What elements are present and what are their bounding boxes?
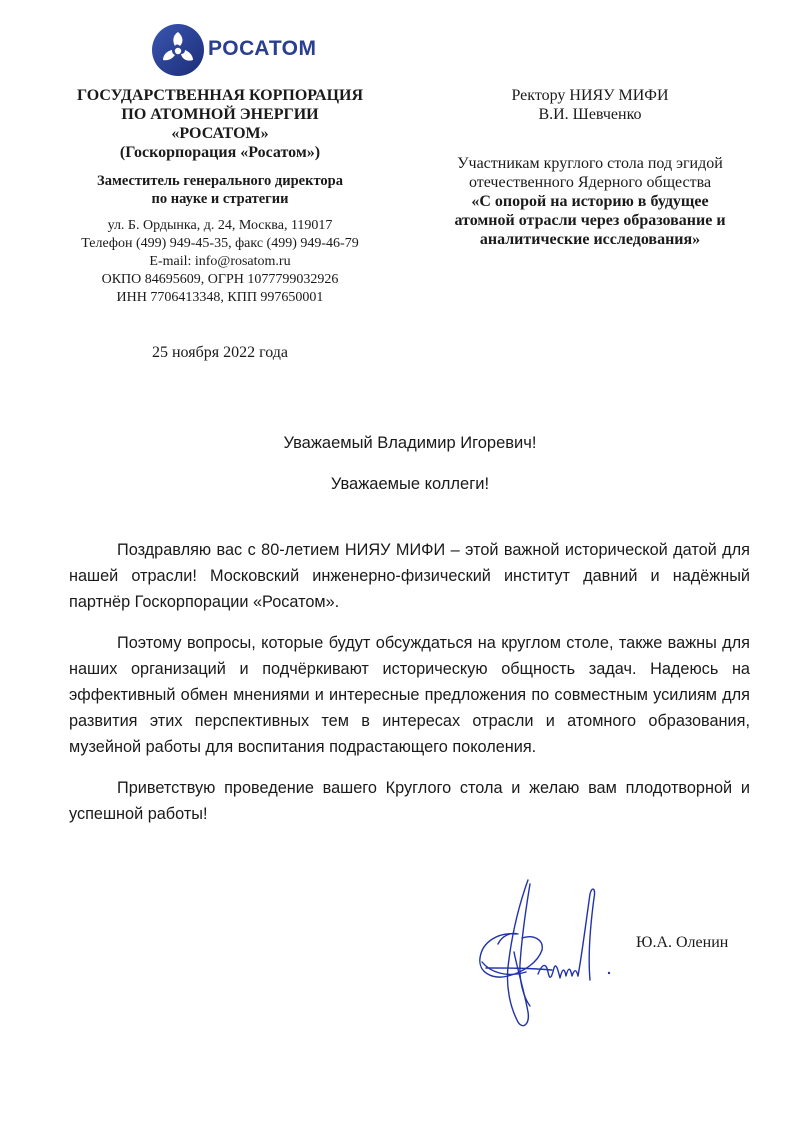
- event-title-line: «С опорой на историю в будущее: [471, 193, 709, 210]
- recipient-block: [400, 86, 780, 249]
- position-line: Заместитель генерального директора: [97, 173, 343, 189]
- sender-organization: [40, 86, 400, 162]
- signer-name: Ю.А. Оленин: [636, 934, 729, 951]
- logo-wordmark: РОСАТОМ: [208, 37, 317, 60]
- handwritten-signature: [468, 872, 618, 1032]
- body-paragraph: Поэтому вопросы, которые будут обсуждаться на круглом столе, также важны для наших организаций и подчёркивают историческую общность задач. Надеюсь на эффективный обмен мнениями и интересные предложения по совместным усилиям для развития этих перспективных тем в интересах отрасли и атомного образования, музейной работы для воспитания подрастающего поколения.: [69, 634, 750, 756]
- sender-contacts: [40, 217, 400, 307]
- sender-position: [40, 172, 400, 208]
- body-paragraph: Поздравляю вас с 80-летием НИЯУ МИФИ – этой важной исторической датой для нашей отрасли! Московский инженерно-физический институт давний и надёжный партнёр Госкорпорации «Росатом».: [69, 541, 750, 611]
- org-line: ГОСУДАРСТВЕННАЯ КОРПОРАЦИЯ: [76, 87, 364, 104]
- greeting-colleagues: Уважаемые коллеги!: [330, 475, 490, 493]
- org-line: «РОСАТОМ»: [171, 125, 269, 142]
- rosatom-logo-icon: [150, 22, 206, 78]
- event-title-line: атомной отрасли через образование и: [454, 212, 726, 229]
- letter-body: [69, 537, 750, 842]
- greeting-rector: Уважаемый Владимир Игоревич!: [283, 434, 537, 452]
- rosatom-logo: [150, 22, 317, 78]
- event-title-line: аналитические исследования»: [479, 231, 701, 248]
- participants-line: отечественного Ядерного общества: [468, 174, 712, 191]
- okpo-line: ОКПО 84695609, ОГРН 1077799032926: [101, 272, 339, 287]
- participants-line: Участникам круглого стола под эгидой: [457, 155, 723, 172]
- letter-date: 25 ноября 2022 года: [151, 344, 289, 361]
- address-line: ул. Б. Ордынка, д. 24, Москва, 119017: [107, 218, 333, 233]
- body-paragraph: Приветствую проведение вашего Круглого стола и желаю вам плодотворной и успешной работы!: [69, 779, 750, 823]
- phone-line: Телефон (499) 949-45-35, факс (499) 949-46-79: [81, 236, 359, 251]
- recipient-line: В.И. Шевченко: [538, 106, 642, 123]
- sender-block: [40, 86, 400, 307]
- org-line: (Госкорпорация «Росатом»): [119, 144, 321, 161]
- org-line: ПО АТОМНОЙ ЭНЕРГИИ: [121, 106, 319, 123]
- inn-line: ИНН 7706413348, КПП 997650001: [116, 290, 324, 305]
- recipient-line: Ректору НИЯУ МИФИ: [511, 87, 669, 104]
- position-line: по науке и стратегии: [151, 191, 289, 207]
- email-line: E-mail: info@rosatom.ru: [149, 254, 291, 269]
